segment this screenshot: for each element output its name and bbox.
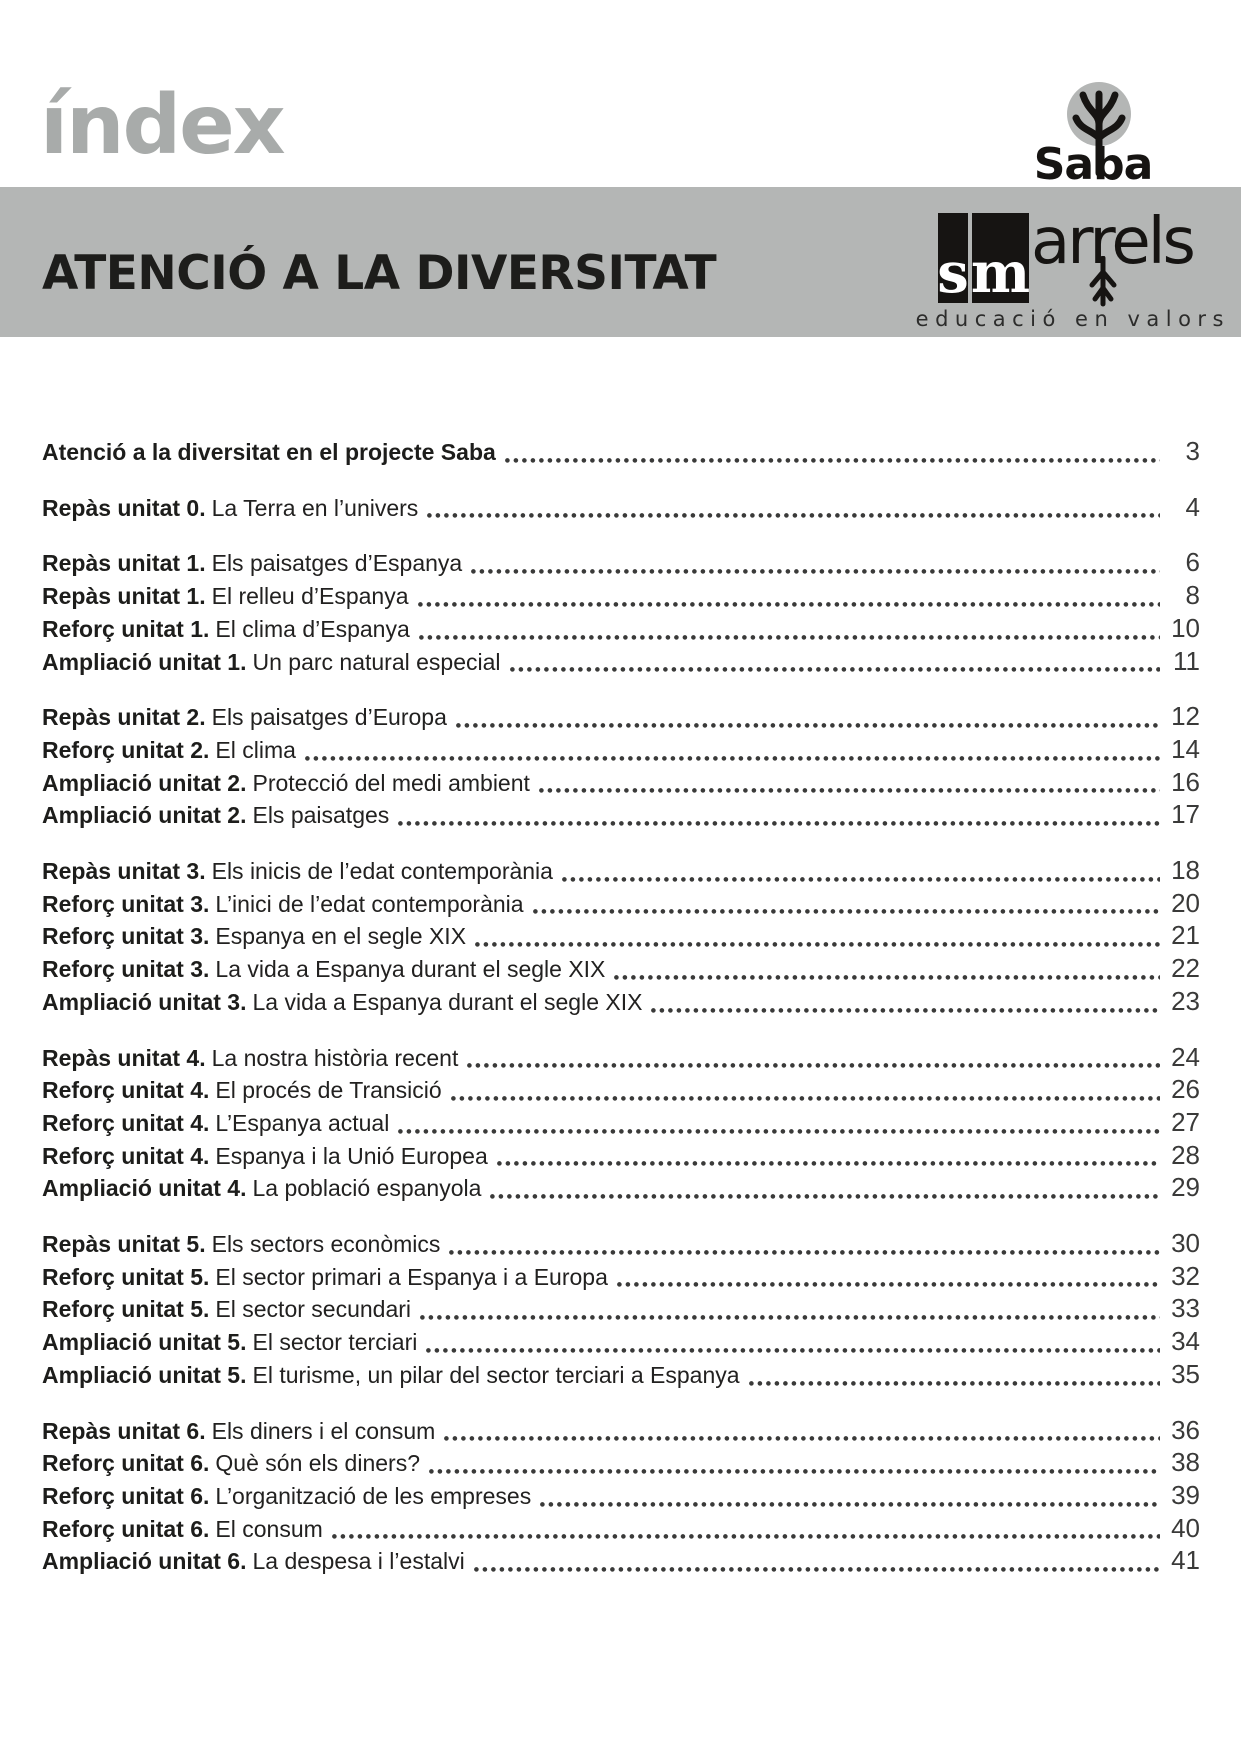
entry-label: Reforç unitat 5. [42,1296,210,1323]
entry-title: Els paisatges d’Espanya [211,550,463,577]
dot-leader-icon [419,635,1160,640]
dot-leader-icon [617,1282,1160,1287]
toc-entry [42,1447,1200,1480]
entry-title: La Terra en l’univers [211,494,419,521]
entry-label: Reforç unitat 1. [42,615,210,642]
entry-page-number: 10 [1171,612,1200,643]
sm-logo [937,213,1031,306]
entry-title: El clima d’Espanya [215,615,410,642]
dot-leader-icon [510,667,1160,672]
entry-page-number: 24 [1171,1041,1200,1072]
toc-entry [42,734,1200,767]
dot-leader-icon [420,1315,1160,1320]
toc-entry [42,855,1200,888]
toc-entry [42,1326,1200,1359]
entry-label: Reforç unitat 6. [42,1515,210,1542]
entry-page-number: 40 [1171,1512,1200,1543]
entry-page-number: 41 [1171,1545,1200,1576]
root-icon [1083,256,1123,308]
toc-entry [42,1074,1200,1107]
entry-page-number: 20 [1171,887,1200,918]
entry-label: Repàs unitat 0. [42,494,206,521]
entry-page-number: 11 [1173,645,1200,676]
entry-page-number: 16 [1171,766,1200,797]
entry-title: Els diners i el consum [211,1417,436,1444]
entry-label: Repàs unitat 6. [42,1417,206,1444]
section-title: ATENCIÓ A LA DIVERSITAT [42,246,717,301]
entry-label: Ampliació unitat 5. [42,1329,247,1356]
entry-page-number: 36 [1171,1414,1200,1445]
entry-page-number: 28 [1171,1139,1200,1170]
toc-entry [42,701,1200,734]
entry-label: Reforç unitat 6. [42,1450,210,1477]
toc-entry [42,646,1200,679]
toc-entry [42,1261,1200,1294]
toc-group [42,1042,1200,1206]
toc-entry [42,1140,1200,1173]
entry-label: Reforç unitat 3. [42,923,210,950]
dot-leader-icon [505,458,1160,463]
dot-leader-icon [749,1381,1160,1386]
entry-title: El sector primari a Espanya i a Europa [215,1263,608,1290]
entry-page-number: 18 [1171,855,1200,886]
entry-label: Reforç unitat 4. [42,1109,210,1136]
entry-title: Els inicis de l’edat contemporània [211,858,553,885]
dot-leader-icon [418,602,1160,607]
saba-wordmark: Saba [1033,139,1153,190]
dot-leader-icon [449,1250,1160,1255]
toc-entry [42,492,1200,525]
entry-title: L’inici de l’edat contemporània [215,890,524,917]
entry-title: El clima [215,736,296,763]
entry-title: El sector secundari [215,1296,412,1323]
toc-entry [42,1293,1200,1326]
entry-page-number: 38 [1171,1447,1200,1478]
toc-entry [42,1228,1200,1261]
dot-leader-icon [490,1194,1160,1199]
entry-title: Un parc natural especial [252,648,501,675]
toc-group [42,701,1200,832]
dot-leader-icon [474,1567,1160,1572]
toc-group [42,855,1200,1019]
entry-title: Els paisatges [252,802,390,829]
dot-leader-icon [651,1008,1160,1013]
entry-page-number: 34 [1171,1326,1200,1357]
entry-title: La vida a Espanya durant el segle XIX [215,956,606,983]
entry-title: Protecció del medi ambient [252,769,530,796]
dot-leader-icon [562,877,1160,882]
entry-label: Repàs unitat 2. [42,704,206,731]
entry-label: Reforç unitat 5. [42,1263,210,1290]
toc-entry [42,953,1200,986]
entry-label: Ampliació unitat 4. [42,1175,247,1202]
toc-entry [42,1480,1200,1513]
toc-entry [42,1042,1200,1075]
toc-entry [42,1513,1200,1546]
entry-label: Ampliació unitat 2. [42,769,247,796]
entry-label: Reforç unitat 6. [42,1482,210,1509]
dot-leader-icon [444,1436,1160,1441]
entry-title: L’Espanya actual [215,1109,390,1136]
entry-title: Què són els diners? [215,1450,420,1477]
entry-title: La vida a Espanya durant el segle XIX [252,988,643,1015]
entry-label: Ampliació unitat 5. [42,1361,247,1388]
entry-label: Repàs unitat 3. [42,858,206,885]
dot-leader-icon [533,909,1160,914]
toc-group [42,547,1200,678]
entry-label: Atenció a la diversitat en el projecte Saba [42,439,496,465]
toc-entry [42,1107,1200,1140]
dot-leader-icon [475,942,1160,947]
page-title: índex [40,78,284,173]
toc-entry [42,888,1200,921]
dot-leader-icon [456,723,1160,728]
toc-entry [42,799,1200,832]
toc-entry [42,920,1200,953]
entry-title: La nostra història recent [211,1044,459,1071]
toc-entry [42,1172,1200,1205]
entry-page-number: 14 [1171,733,1200,764]
toc-entry [42,986,1200,1019]
toc-group [42,436,1200,469]
dot-leader-icon [471,569,1160,574]
entry-title: Els sectors econòmics [211,1231,441,1258]
toc-entry [42,1545,1200,1578]
entry-label: Ampliació unitat 1. [42,648,247,675]
entry-page-number: 39 [1171,1479,1200,1510]
entry-label: Reforç unitat 2. [42,736,210,763]
toc-entry [42,436,1200,469]
entry-title: Espanya en el segle XIX [215,923,467,950]
entry-page-number: 17 [1171,799,1200,830]
dot-leader-icon [398,821,1160,826]
entry-page-number: 8 [1185,580,1200,611]
dot-leader-icon [497,1161,1160,1166]
entry-label: Reforç unitat 3. [42,956,210,983]
brand-tagline: educació en valors [915,307,1230,331]
dot-leader-icon [427,513,1160,518]
toc-entry [42,1359,1200,1392]
entry-page-number: 12 [1171,701,1200,732]
entry-page-number: 23 [1171,985,1200,1016]
toc-entry [42,613,1200,646]
entry-title: La despesa i l’estalvi [252,1548,465,1575]
entry-title: El procés de Transició [215,1077,442,1104]
entry-page-number: 32 [1171,1260,1200,1291]
entry-title: El relleu d’Espanya [211,583,409,610]
entry-label: Repàs unitat 1. [42,583,206,610]
entry-label: Ampliació unitat 2. [42,802,247,829]
entry-page-number: 22 [1171,953,1200,984]
entry-title: Espanya i la Unió Europea [215,1142,488,1169]
entry-label: Ampliació unitat 3. [42,988,247,1015]
entry-title: La població espanyola [252,1175,482,1202]
sm-logo-letter-m: m [972,213,1029,303]
entry-page-number: 33 [1171,1293,1200,1324]
entry-label: Reforç unitat 4. [42,1077,210,1104]
entry-title: El turisme, un pilar del sector terciari a Espanya [252,1361,740,1388]
arrels-wordmark: arrels [1031,205,1193,279]
toc-group [42,1228,1200,1392]
toc-entry [42,547,1200,580]
dot-leader-icon [429,1469,1160,1474]
entry-title: El consum [215,1515,323,1542]
entry-page-number: 26 [1171,1074,1200,1105]
dot-leader-icon [614,975,1160,980]
toc-list [42,436,1200,1601]
toc-entry [42,767,1200,800]
entry-label: Ampliació unitat 6. [42,1548,247,1575]
dot-leader-icon [426,1348,1160,1353]
entry-page-number: 30 [1171,1228,1200,1259]
entry-page-number: 4 [1185,491,1200,522]
toc-entry [42,1415,1200,1448]
toc-entry [42,580,1200,613]
entry-label: Repàs unitat 4. [42,1044,206,1071]
entry-label: Reforç unitat 4. [42,1142,210,1169]
entry-page-number: 21 [1171,920,1200,951]
entry-label: Reforç unitat 3. [42,890,210,917]
dot-leader-icon [305,756,1160,761]
dot-leader-icon [332,1534,1160,1539]
dot-leader-icon [467,1063,1160,1068]
toc-group [42,492,1200,525]
sm-logo-letter-s: s [938,213,968,303]
entry-title: L’organització de les empreses [215,1482,532,1509]
entry-label: Repàs unitat 1. [42,550,206,577]
entry-title: Els paisatges d’Europa [211,704,447,731]
entry-page-number: 6 [1185,547,1200,578]
dot-leader-icon [540,1502,1160,1507]
entry-page-number: 3 [1185,436,1200,466]
entry-page-number: 29 [1171,1172,1200,1203]
entry-page-number: 35 [1171,1358,1200,1389]
dot-leader-icon [451,1096,1160,1101]
entry-page-number: 27 [1171,1106,1200,1137]
toc-group [42,1415,1200,1579]
entry-title: El sector terciari [252,1329,418,1356]
dot-leader-icon [539,788,1160,793]
entry-label: Repàs unitat 5. [42,1231,206,1258]
dot-leader-icon [398,1129,1160,1134]
